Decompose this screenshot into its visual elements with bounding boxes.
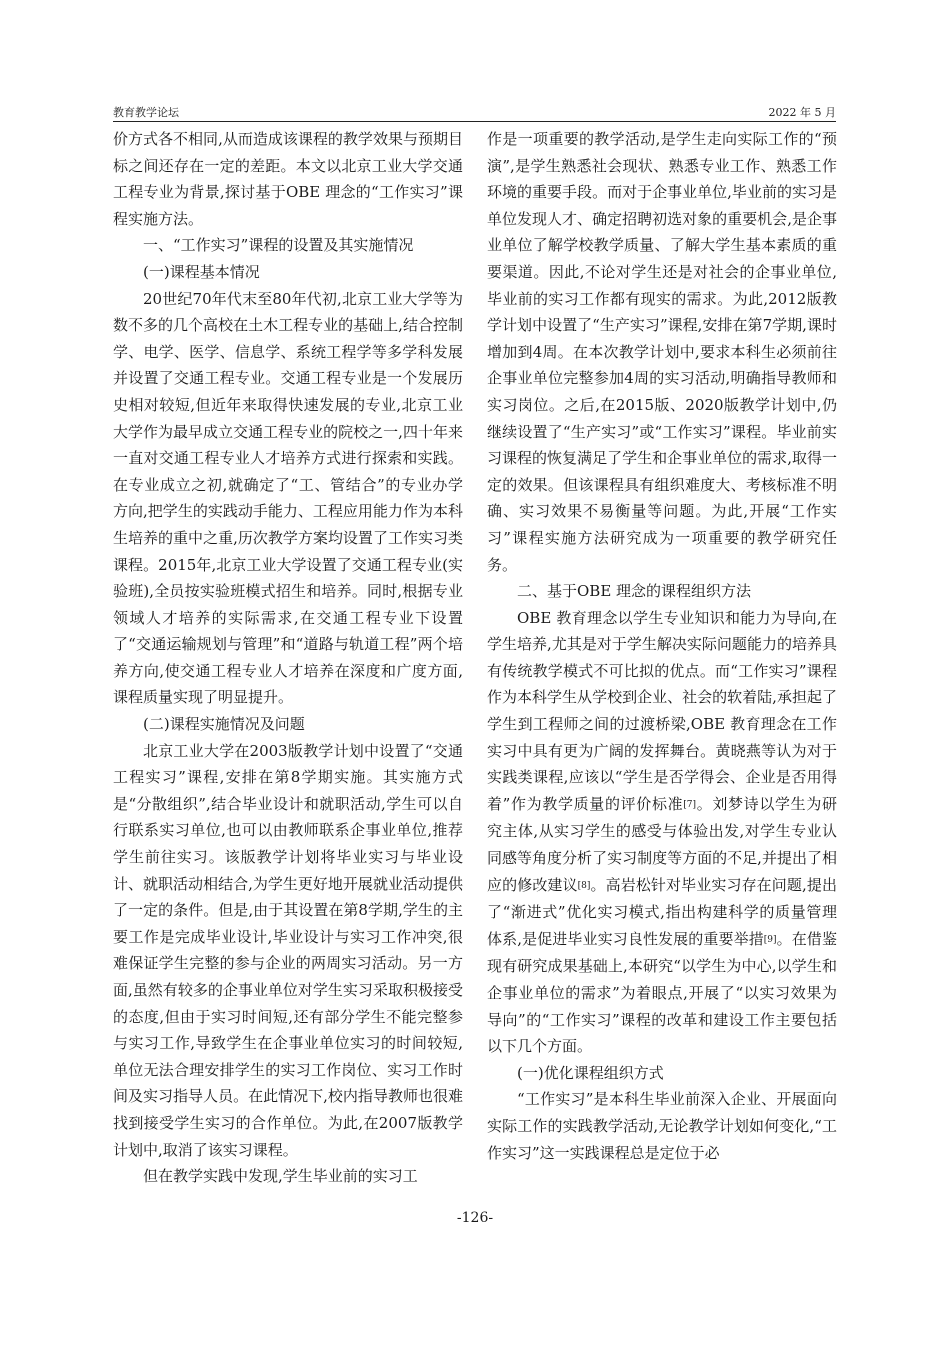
section-heading: 一、“工作实习”课程的设置及其实施情况 <box>143 236 414 255</box>
citation-ref: [9] <box>763 934 777 945</box>
text-span: 。在借鉴现有研究成果基础上,本研究“以学生为中心,以学生和企事业单位的需求”为着眼点,开展了“以实习效果为导向”的“工作实习”课程的改革和建设工作主要包括以下几个方面。 <box>487 929 837 1056</box>
section-heading: 二、基于OBE 理念的课程组织方法 <box>517 582 752 601</box>
paragraph: 但在教学实践中发现,学生毕业前的实习工 <box>143 1167 418 1186</box>
running-header <box>113 104 836 122</box>
issue-date: 2022 年 5 月 <box>768 106 836 119</box>
text-span: OBE 教育理念以学生专业知识和能力为导向,在学生培养,尤其是对于学生解决实际问题能力的培养具有传统教学模式不可比拟的优点。而“工作实习”课程作为本科学生从学校到企业、社会的软着陆,承担起了学生到工程师之间的过渡桥梁,OBE 教育理念在工作实习中具有更为广阔的发挥舞台。黄晓燕等认为对于实践类课程,应该以“学生是否学得会、企业是否用得着”作为教学质量的评价标准 <box>487 608 837 813</box>
citation-ref: [8] <box>577 880 591 891</box>
paragraph: 20世纪70年代末至80年代初,北京工业大学等为数不多的几个高校在土木工程专业的基础上,结合控制学、电学、医学、信息学、系统工程学等多学科发展并设置了交通工程专业。交通工程专业是一个发展历史相对较短,但近年来取得快速发展的专业,北京工业大学作为最早成立交通工程专业的院校之一,四十年来一直对交通工程专业人才培养方式进行探索和实践。在专业成立之初,就确定了“工、管结合”的专业办学方向,把学生的实践动手能力、工程应用能力作为本科生培养的重中之重,历次教学方案均设置了工作实习类课程。2015年,北京工业大学设置了交通工程专业(实验班),全员按实验班模式招生和培养。同时,根据专业领域人才培养的实际需求,在交通工程专业下设置了“交通运输规划与管理”和“道路与轨道工程”两个培养方向,使交通工程专业人才培养在深度和广度方面,课程质量实现了明显提升。 <box>113 289 463 707</box>
citation-ref: [7] <box>683 799 697 810</box>
paragraph: 北京工业大学在2003版教学计划中设置了“交通工程实习”课程,安排在第8学期实施。其实施方式是“分散组织”,结合毕业设计和就职活动,学生可以自行联系实习单位,也可以由教师联系企事业单位,推荐学生前往实习。该版教学计划将毕业实习与毕业设计、就职活动相结合,为学生更好地开展就业活动提供了一定的条件。但是,由于其设置在第8学期,学生的主要工作是完成毕业设计,毕业设计与实习工作冲突,很难保证学生完整的参与企业的两周实习活动。另一方面,虽然有较多的企事业单位对学生实习采取积极接受的态度,但由于实习时间短,还有部分学生不能完整参与实习工作,导致学生在企事业单位实习的时间较短,单位无法合理安排学生的实习工作岗位、实习工作时间及实习指导人员。在此情况下,校内指导教师也很难找到接受学生实习的合作单位。为此,在2007版教学计划中,取消了该实习课程。 <box>113 741 463 1159</box>
text-span: 。高岩松针对毕业实习存在问题,提出了“渐进式”优化实习模式,指出构建科学的质量管理体系,是促进毕业实习良性发展的重要举措 <box>487 875 837 948</box>
left-column <box>113 126 463 1190</box>
paragraph <box>487 605 837 1060</box>
page-number: -126- <box>456 1210 494 1226</box>
paragraph: “工作实习”是本科生毕业前深入企业、开展面向实际工作的实践教学活动,无论教学计划如何变化,“工作实习”这一实践课程总是定位于必 <box>487 1090 837 1162</box>
subsection-heading: (一)课程基本情况 <box>143 262 260 281</box>
right-column <box>487 126 837 1166</box>
journal-name: 教育教学论坛 <box>113 106 179 119</box>
subsection-heading: (二)课程实施情况及问题 <box>143 715 305 734</box>
text-span: 。刘梦诗以学生为研究主体,从实习学生的感受与体验出发,对学生专业认同感等角度分析了实习制度等方面的不足,并提出了相应的修改建议 <box>487 794 837 894</box>
subsection-heading: (一)优化课程组织方式 <box>517 1063 664 1082</box>
paragraph: 作是一项重要的教学活动,是学生走向实际工作的“预演”,是学生熟悉社会现状、熟悉专业工作、熟悉工作环境的重要手段。而对于企事业单位,毕业前的实习是单位发现人才、确定招聘初选对象的重要机会,是企事业单位了解学校教学质量、了解大学生基本素质的重要渠道。因此,不论对学生还是对社会的企事业单位,毕业前的实习工作都有现实的需求。为此,2012版教学计划中设置了“生产实习”课程,安排在第7学期,课时增加到4周。在本次教学计划中,要求本科生必须前往企事业单位完整参加4周的实习活动,明确指导教师和实习岗位。之后,在2015版、2020版教学计划中,仍继续设置了“生产实习”或“工作实习”课程。毕业前实习课程的恢复满足了学生和企事业单位的需求,取得一定的效果。但该课程具有组织难度大、考核标准不明确、实习效果不易衡量等问题。为此,开展“工作实习”课程实施方法研究成为一项重要的教学研究任务。 <box>487 130 837 574</box>
header-rule <box>113 121 836 122</box>
paragraph: 价方式各不相同,从而造成该课程的教学效果与预期目标之间还存在一定的差距。本文以北京工业大学交通工程专业为背景,探讨基于OBE 理念的“工作实习”课程实施方法。 <box>113 130 463 228</box>
